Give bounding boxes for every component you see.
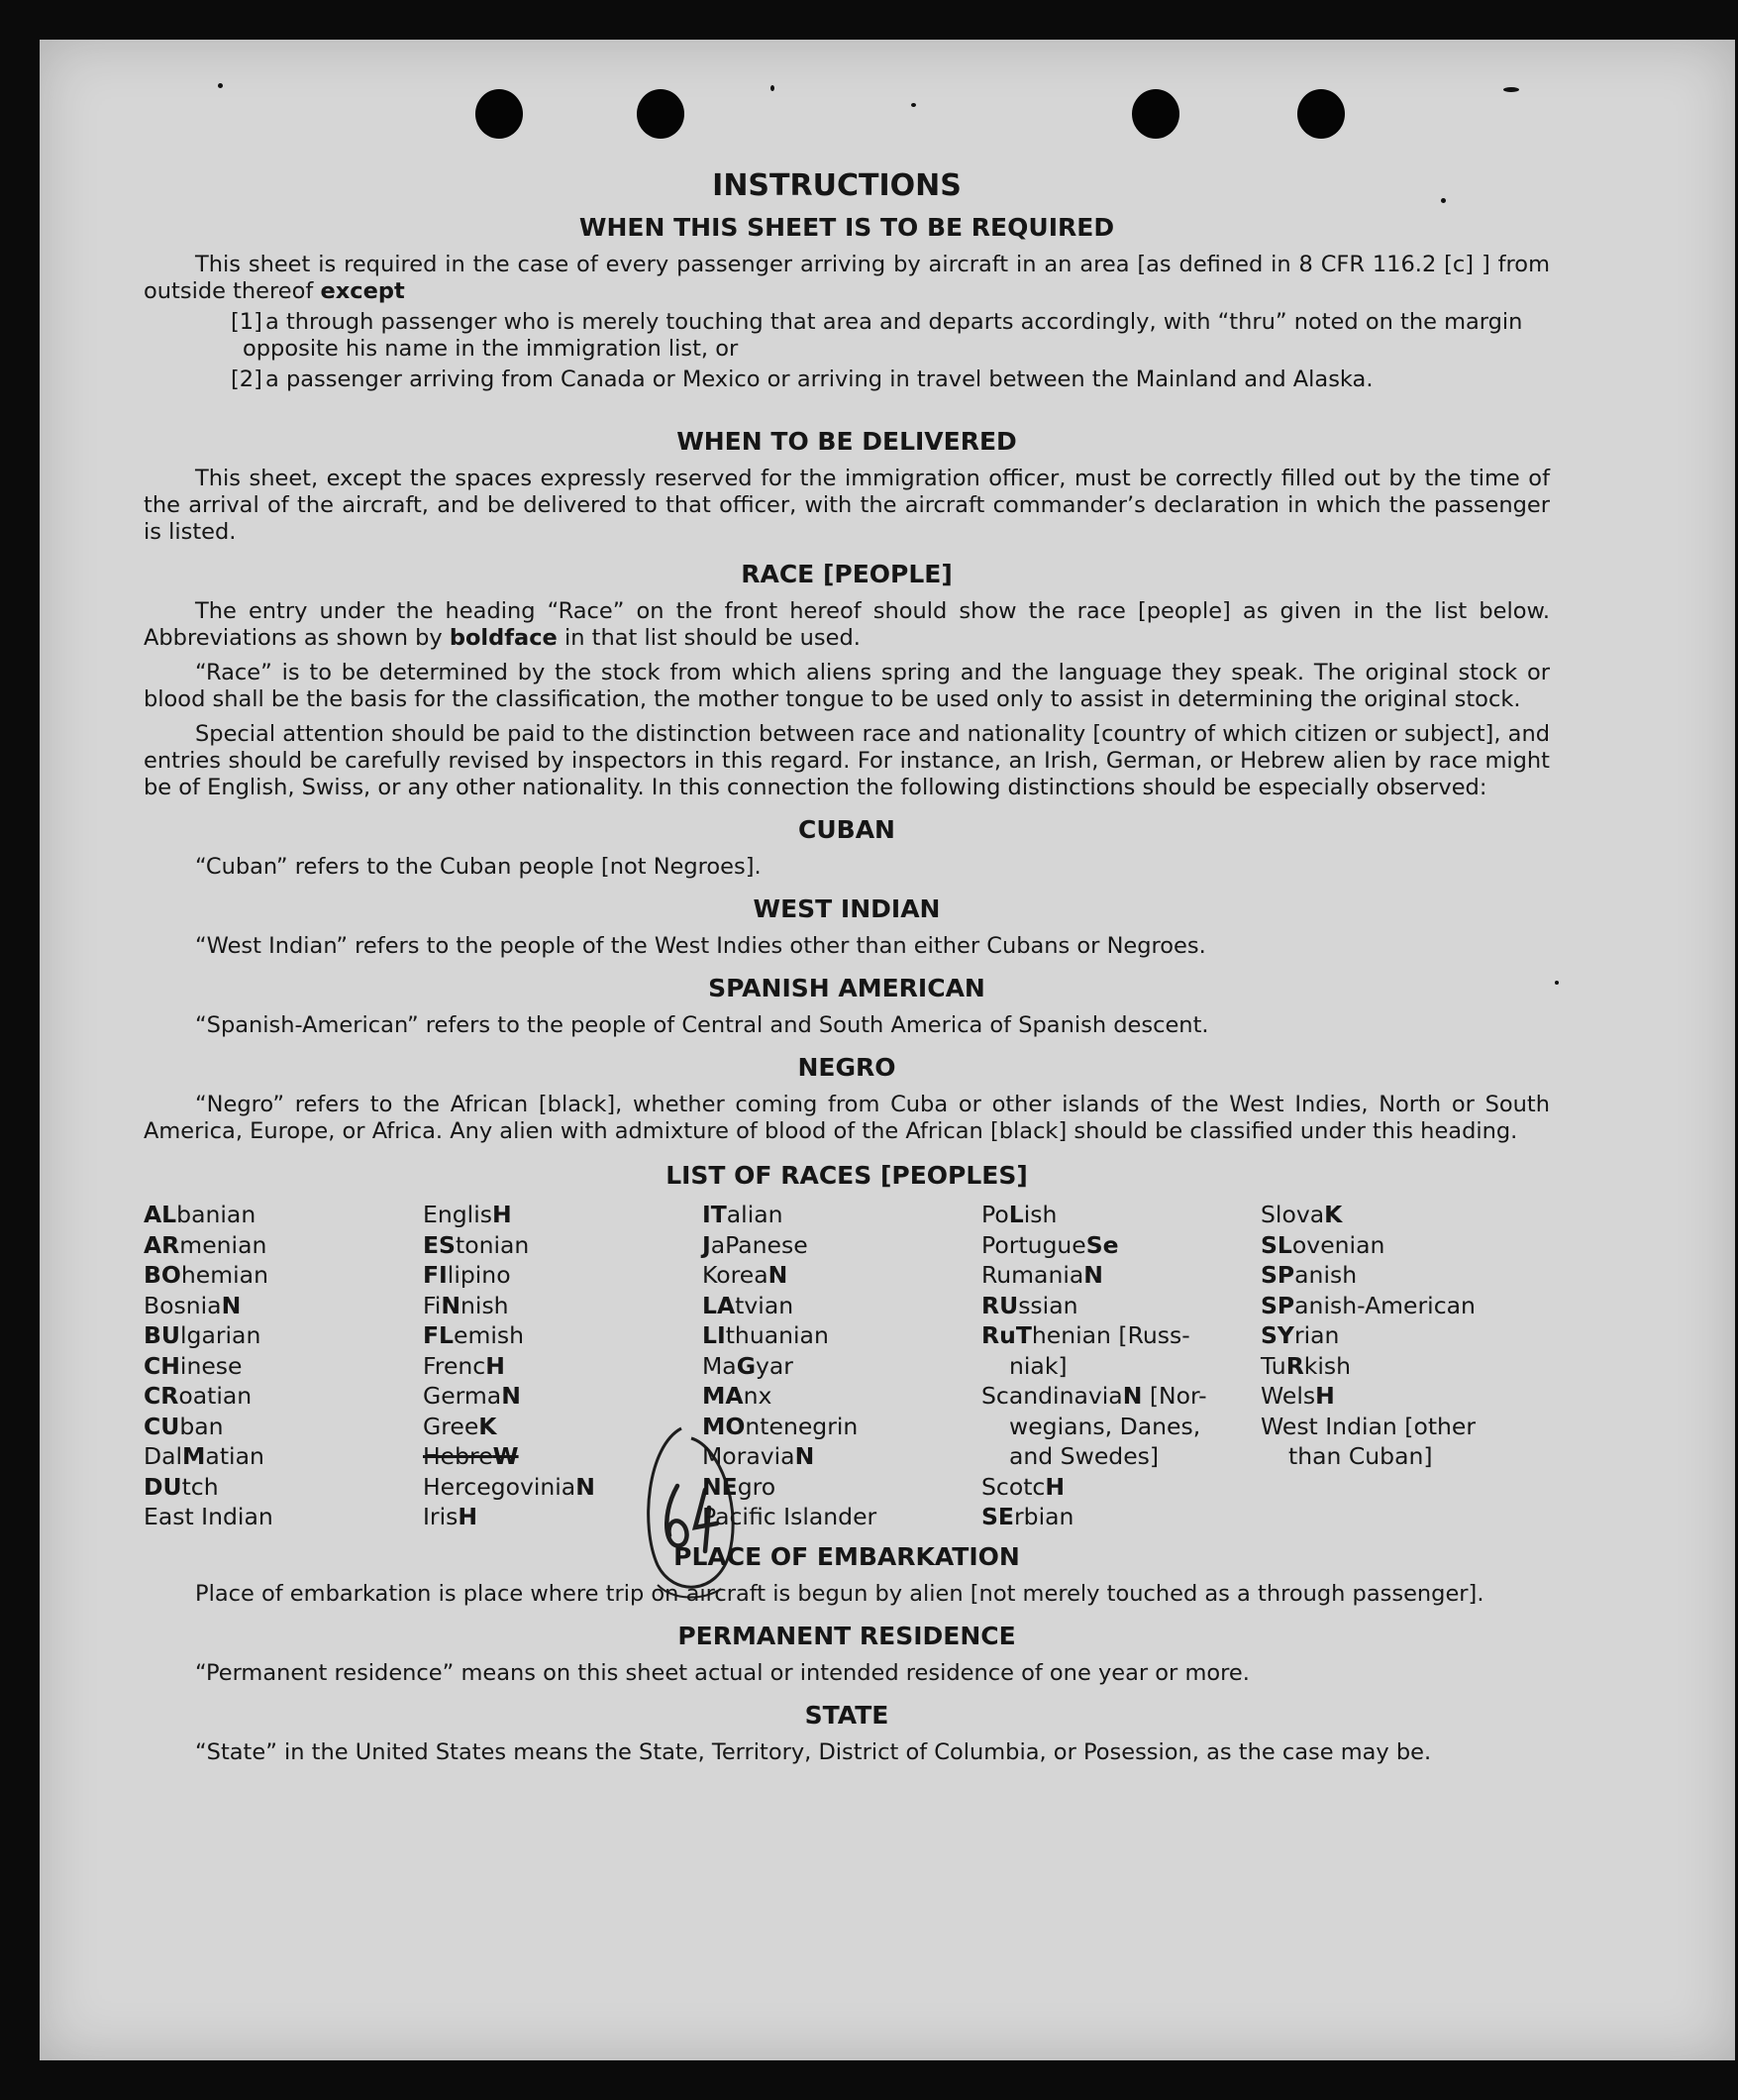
race-abbrev: N xyxy=(1122,1382,1143,1410)
race-item xyxy=(423,1351,702,1382)
race-text: Pacific Islander xyxy=(702,1503,877,1530)
race-name xyxy=(702,1413,858,1440)
race-name xyxy=(1261,1261,1357,1289)
race-text: nish xyxy=(460,1291,509,1319)
race-text: atian xyxy=(205,1442,264,1470)
race-abbrev: BU xyxy=(144,1321,180,1349)
race-name xyxy=(702,1442,814,1470)
race-item xyxy=(423,1291,702,1321)
race-item xyxy=(981,1472,1261,1503)
race-text: hemian xyxy=(180,1261,268,1289)
race-p1-bold: boldface xyxy=(449,625,558,651)
race-text: Po xyxy=(981,1201,1009,1228)
race-text: Korea xyxy=(702,1261,768,1289)
west-indian-text: “West Indian” refers to the people of the West Indies other than either Cubans or Negroes. xyxy=(195,933,1206,959)
race-text: West Indian [other xyxy=(1261,1412,1477,1440)
race-item xyxy=(1261,1381,1540,1412)
race-item xyxy=(981,1502,1261,1532)
race-text: Scotc xyxy=(981,1472,1046,1501)
race-abbrev: FI xyxy=(423,1261,448,1289)
race-abbrev: CU xyxy=(144,1412,180,1440)
race-name xyxy=(423,1352,505,1380)
race-abbrev: N xyxy=(575,1472,595,1501)
race-item xyxy=(702,1502,981,1532)
item-text: a passenger arriving from Canada or Mexico or arriving in travel between the Mainland and Alaska. xyxy=(265,367,1374,392)
race-text: Tu xyxy=(1261,1351,1286,1380)
race-name xyxy=(423,1442,519,1470)
races-list xyxy=(144,1200,1550,1532)
race-abbrev: CH xyxy=(144,1351,180,1380)
race-column xyxy=(981,1200,1261,1532)
race-name xyxy=(144,1292,241,1319)
race-abbrev: K xyxy=(478,1412,497,1440)
race-text: [Nor- xyxy=(1142,1382,1207,1410)
speck xyxy=(770,85,774,91)
race-text: menian xyxy=(179,1230,267,1259)
race-text: aPanese xyxy=(710,1230,808,1259)
race-text: Gree xyxy=(423,1412,479,1440)
race-column xyxy=(144,1200,423,1532)
race-name xyxy=(144,1382,252,1410)
race-abbrev: R xyxy=(1285,1351,1304,1380)
race-item xyxy=(702,1200,981,1230)
race-abbrev: H xyxy=(485,1351,505,1380)
speck xyxy=(911,103,916,107)
race-item xyxy=(423,1381,702,1412)
punch-hole xyxy=(475,89,523,139)
race-name xyxy=(144,1473,219,1501)
race-abbrev: RuT xyxy=(981,1321,1032,1349)
race-item xyxy=(144,1502,423,1532)
race-text: kish xyxy=(1303,1351,1352,1380)
race-name xyxy=(144,1261,268,1289)
race-text: banian xyxy=(176,1201,256,1228)
race-abbrev: M xyxy=(182,1442,206,1470)
race-item xyxy=(702,1412,981,1442)
race-abbrev: CR xyxy=(144,1382,179,1410)
race-name xyxy=(1261,1413,1476,1440)
race-text: Portugue xyxy=(981,1230,1086,1259)
race-item xyxy=(702,1381,981,1412)
race-text: ovenian xyxy=(1291,1230,1385,1259)
race-text: yar xyxy=(755,1351,793,1380)
race-abbrev: SY xyxy=(1261,1321,1294,1349)
race-name xyxy=(423,1201,512,1228)
race-item xyxy=(423,1320,702,1351)
race-continuation: niak] xyxy=(1009,1351,1068,1380)
race-name xyxy=(981,1201,1057,1228)
race-text: Englis xyxy=(423,1201,492,1228)
race-item xyxy=(144,1320,423,1351)
race-text: ish xyxy=(1023,1201,1058,1228)
instructions-content xyxy=(144,168,1550,1766)
race-name xyxy=(144,1503,273,1530)
race-text: Scandinavia xyxy=(981,1382,1123,1410)
race-text: thuanian xyxy=(725,1321,829,1349)
race-name xyxy=(144,1321,260,1349)
heading-when-required: WHEN THIS SHEET IS TO BE REQUIRED xyxy=(578,213,1115,242)
race-item xyxy=(702,1291,981,1321)
race-name xyxy=(702,1201,783,1228)
race-item xyxy=(702,1472,981,1503)
race-abbrev: N xyxy=(441,1291,461,1319)
race-text: emish xyxy=(454,1321,525,1349)
race-text: Wels xyxy=(1261,1382,1316,1410)
heading-list-of-races: LIST OF RACES [PEOPLES] xyxy=(665,1161,1028,1190)
race-item xyxy=(144,1381,423,1412)
race-item xyxy=(1261,1230,1540,1261)
race-name xyxy=(702,1231,808,1259)
race-item xyxy=(981,1260,1261,1291)
heading-embarkation: PLACE OF EMBARKATION xyxy=(673,1541,1020,1571)
race-name xyxy=(702,1473,775,1501)
race-text: Frenc xyxy=(423,1351,486,1380)
page-title: INSTRUCTIONS xyxy=(712,168,962,203)
exception-item-1 xyxy=(144,309,1550,363)
race-abbrev: SL xyxy=(1261,1230,1292,1259)
race-text: Hercegovinia xyxy=(423,1472,576,1501)
race-text: nx xyxy=(743,1382,772,1410)
race-text: lgarian xyxy=(180,1321,261,1349)
race-name xyxy=(423,1413,497,1440)
heading-west-indian: WEST INDIAN xyxy=(753,894,941,923)
race-abbrev: Se xyxy=(1085,1230,1119,1259)
race-item xyxy=(1261,1351,1540,1382)
embarkation-text: Place of embarkation is place where trip on aircraft is begun by alien [not merely touched as a through passenger]. xyxy=(195,1580,1484,1607)
race-abbrev: N xyxy=(221,1291,242,1319)
race-item xyxy=(981,1230,1261,1261)
race-abbrev: RU xyxy=(981,1291,1019,1319)
race-text: ssian xyxy=(1018,1291,1078,1319)
race-abbrev: DU xyxy=(144,1472,182,1501)
race-item xyxy=(702,1320,981,1351)
race-text: Slova xyxy=(1261,1201,1325,1228)
race-text: Dal xyxy=(144,1442,183,1470)
race-text: tonian xyxy=(455,1230,530,1259)
race-text: inese xyxy=(179,1351,243,1380)
heading-cuban: CUBAN xyxy=(798,815,895,844)
race-abbrev: LA xyxy=(702,1291,736,1319)
race-text: Iris xyxy=(423,1503,459,1530)
race-name xyxy=(144,1201,256,1228)
race-paragraph-1 xyxy=(144,598,1550,652)
race-name xyxy=(423,1261,511,1289)
race-item xyxy=(981,1320,1261,1381)
item-number: [2] xyxy=(231,367,262,392)
race-name xyxy=(702,1382,771,1410)
race-name xyxy=(1261,1231,1384,1259)
race-text: anish-American xyxy=(1294,1291,1476,1319)
race-item xyxy=(981,1291,1261,1321)
race-item xyxy=(981,1200,1261,1230)
race-text: ntenegrin xyxy=(745,1412,859,1440)
race-item xyxy=(423,1260,702,1291)
race-paragraph-2: “Race” is to be determined by the stock from which aliens spring and the language they speak. The original stock or blood shall be the basis for the classification, the mother tongue to be used only to assist in determining the original stock. xyxy=(144,660,1550,712)
when-delivered-text: This sheet, except the spaces expressly reserved for the immigration officer, must be correctly filled out by the time of the arrival of the aircraft, and be delivered to that officer, with the aircraft commander’s declaration in which the passenger is listed. xyxy=(144,466,1550,545)
heading-race: RACE [PEOPLE] xyxy=(741,560,953,588)
race-name xyxy=(1261,1321,1339,1349)
race-item xyxy=(1261,1412,1540,1472)
race-item xyxy=(981,1381,1261,1472)
race-name xyxy=(144,1352,243,1380)
race-text: Rumania xyxy=(981,1261,1084,1289)
race-abbrev: NE xyxy=(702,1472,738,1501)
race-abbrev: W xyxy=(492,1442,519,1470)
race-continuation: and Swedes] xyxy=(1009,1442,1160,1470)
race-abbrev: N xyxy=(794,1442,815,1470)
race-item xyxy=(423,1412,702,1442)
race-name xyxy=(702,1503,876,1530)
item-number: [1] xyxy=(231,309,262,335)
race-name xyxy=(981,1503,1073,1530)
race-name xyxy=(1261,1292,1476,1319)
race-abbrev: L xyxy=(1008,1201,1024,1228)
race-item xyxy=(423,1441,702,1472)
race-abbrev: H xyxy=(1045,1472,1066,1501)
race-p1-text-end: in that list should be used. xyxy=(557,625,861,651)
race-item xyxy=(702,1230,981,1261)
intro-bold: except xyxy=(320,278,405,304)
race-item xyxy=(144,1412,423,1442)
race-text: Ma xyxy=(702,1351,737,1380)
race-text: rbian xyxy=(1013,1503,1074,1530)
race-item xyxy=(1261,1320,1540,1351)
race-text: Moravia xyxy=(702,1442,795,1470)
race-text: East Indian xyxy=(144,1503,273,1530)
race-item xyxy=(1261,1291,1540,1321)
cuban-text: “Cuban” refers to the Cuban people [not Negroes]. xyxy=(195,854,762,880)
race-text: tvian xyxy=(735,1291,794,1319)
race-abbrev: AL xyxy=(144,1201,177,1228)
race-text: tch xyxy=(181,1472,219,1501)
race-item xyxy=(423,1200,702,1230)
race-abbrev: MA xyxy=(702,1382,744,1410)
race-abbrev: AR xyxy=(144,1230,180,1259)
race-item xyxy=(144,1472,423,1503)
punch-hole xyxy=(1132,89,1179,139)
race-text: Bosnia xyxy=(144,1291,222,1319)
race-abbrev: BO xyxy=(144,1261,181,1289)
state-text: “State” in the United States means the State, Territory, District of Columbia, or Posession, as the case may be. xyxy=(195,1738,1432,1765)
race-text: Hebre xyxy=(423,1442,493,1470)
race-name xyxy=(981,1473,1065,1501)
race-abbrev: N xyxy=(501,1382,521,1410)
race-item xyxy=(423,1472,702,1503)
race-item xyxy=(423,1230,702,1261)
race-item xyxy=(144,1291,423,1321)
race-item xyxy=(702,1441,981,1472)
race-abbrev: N xyxy=(1083,1261,1103,1289)
race-item xyxy=(423,1502,702,1532)
race-item xyxy=(144,1230,423,1261)
race-name xyxy=(1261,1382,1335,1410)
race-abbrev: SP xyxy=(1261,1261,1295,1289)
race-name xyxy=(702,1321,829,1349)
race-abbrev: G xyxy=(736,1351,756,1380)
race-text: oatian xyxy=(178,1382,253,1410)
race-name xyxy=(981,1321,1190,1349)
race-item xyxy=(144,1260,423,1291)
speck xyxy=(1555,981,1559,985)
heading-permanent-residence: PERMANENT RESIDENCE xyxy=(677,1621,1016,1650)
heading-state: STATE xyxy=(804,1700,889,1730)
race-text: gro xyxy=(737,1472,776,1501)
exception-item-2 xyxy=(144,367,1550,393)
race-name xyxy=(981,1292,1078,1319)
race-name xyxy=(702,1292,793,1319)
race-item xyxy=(702,1351,981,1382)
race-continuation: wegians, Danes, xyxy=(1009,1412,1201,1440)
race-name xyxy=(423,1503,477,1530)
race-abbrev: H xyxy=(458,1503,478,1530)
race-name xyxy=(144,1413,224,1440)
race-text: lipino xyxy=(447,1261,511,1289)
race-item xyxy=(1261,1200,1540,1230)
race-item xyxy=(144,1441,423,1472)
race-name xyxy=(423,1292,509,1319)
race-name xyxy=(423,1473,595,1501)
negro-text: “Negro” refers to the African [black], whether coming from Cuba or other islands of the West Indies, North or South America, Europe, or Africa. Any alien with admixture of blood of the African [black] should be classified under this heading. xyxy=(144,1092,1550,1144)
punch-hole xyxy=(637,89,684,139)
race-text: rian xyxy=(1293,1321,1340,1349)
race-name xyxy=(981,1261,1103,1289)
race-p1-text: The entry under the heading “Race” on the front hereof should show the race [people] as given in the list below. Abbreviations as shown by xyxy=(144,598,1550,651)
race-continuation: than Cuban] xyxy=(1288,1442,1433,1470)
race-abbrev: H xyxy=(491,1201,512,1228)
race-name xyxy=(144,1231,266,1259)
race-column xyxy=(702,1200,981,1532)
race-column xyxy=(1261,1200,1540,1532)
race-abbrev: SE xyxy=(981,1503,1014,1530)
race-name xyxy=(423,1382,521,1410)
race-abbrev: H xyxy=(1315,1382,1335,1410)
race-text: anish xyxy=(1294,1261,1358,1289)
intro-text: This sheet is required in the case of every passenger arriving by aircraft in an area [as defined in 8 CFR 116.2 [c] ] from outside thereof xyxy=(144,252,1550,304)
race-abbrev: K xyxy=(1324,1201,1343,1228)
punch-hole xyxy=(1297,89,1345,139)
race-abbrev: N xyxy=(767,1261,788,1289)
race-name xyxy=(423,1231,529,1259)
race-name xyxy=(1261,1352,1351,1380)
race-name xyxy=(423,1321,524,1349)
race-abbrev: ES xyxy=(423,1230,456,1259)
heading-negro: NEGRO xyxy=(797,1053,896,1082)
race-abbrev: IT xyxy=(702,1201,727,1228)
item-text: a through passenger who is merely touching that area and departs accordingly, with “thru” noted on the margin opposite his name in the immigration list, or xyxy=(243,309,1523,362)
speck xyxy=(218,83,223,88)
race-item xyxy=(1261,1260,1540,1291)
speck xyxy=(1503,87,1519,92)
race-item xyxy=(702,1260,981,1291)
race-item xyxy=(144,1200,423,1230)
race-text: alian xyxy=(726,1201,783,1228)
race-name xyxy=(981,1231,1119,1259)
race-text: Fi xyxy=(423,1291,442,1319)
race-abbrev: LI xyxy=(702,1321,726,1349)
race-paragraph-3: Special attention should be paid to the distinction between race and nationality [country of which citizen or subject], and entries should be carefully revised by inspectors in this regard. For instance, an Irish, German, or Hebrew alien by race might be of English, Swiss, or any other nationality. In this connection the following distinctions should be especially observed: xyxy=(144,721,1550,800)
race-text: henian [Russ- xyxy=(1031,1321,1190,1349)
race-item xyxy=(144,1351,423,1382)
when-required-intro xyxy=(144,252,1550,305)
race-name xyxy=(1261,1201,1342,1228)
heading-when-delivered: WHEN TO BE DELIVERED xyxy=(676,427,1017,456)
race-abbrev: J xyxy=(702,1230,711,1259)
race-text: Germa xyxy=(423,1382,502,1410)
race-name xyxy=(144,1442,264,1470)
race-name xyxy=(702,1261,787,1289)
race-abbrev: MO xyxy=(702,1412,746,1440)
race-text: ban xyxy=(179,1412,224,1440)
residence-text: “Permanent residence” means on this sheet actual or intended residence of one year or more. xyxy=(195,1659,1250,1686)
spanish-american-text: “Spanish-American” refers to the people of Central and South America of Spanish descent. xyxy=(195,1012,1209,1038)
heading-spanish-american: SPANISH AMERICAN xyxy=(708,974,985,1002)
race-abbrev: FL xyxy=(423,1321,455,1349)
race-name xyxy=(981,1382,1207,1410)
race-column xyxy=(423,1200,702,1532)
race-abbrev: SP xyxy=(1261,1291,1295,1319)
race-name xyxy=(702,1352,793,1380)
